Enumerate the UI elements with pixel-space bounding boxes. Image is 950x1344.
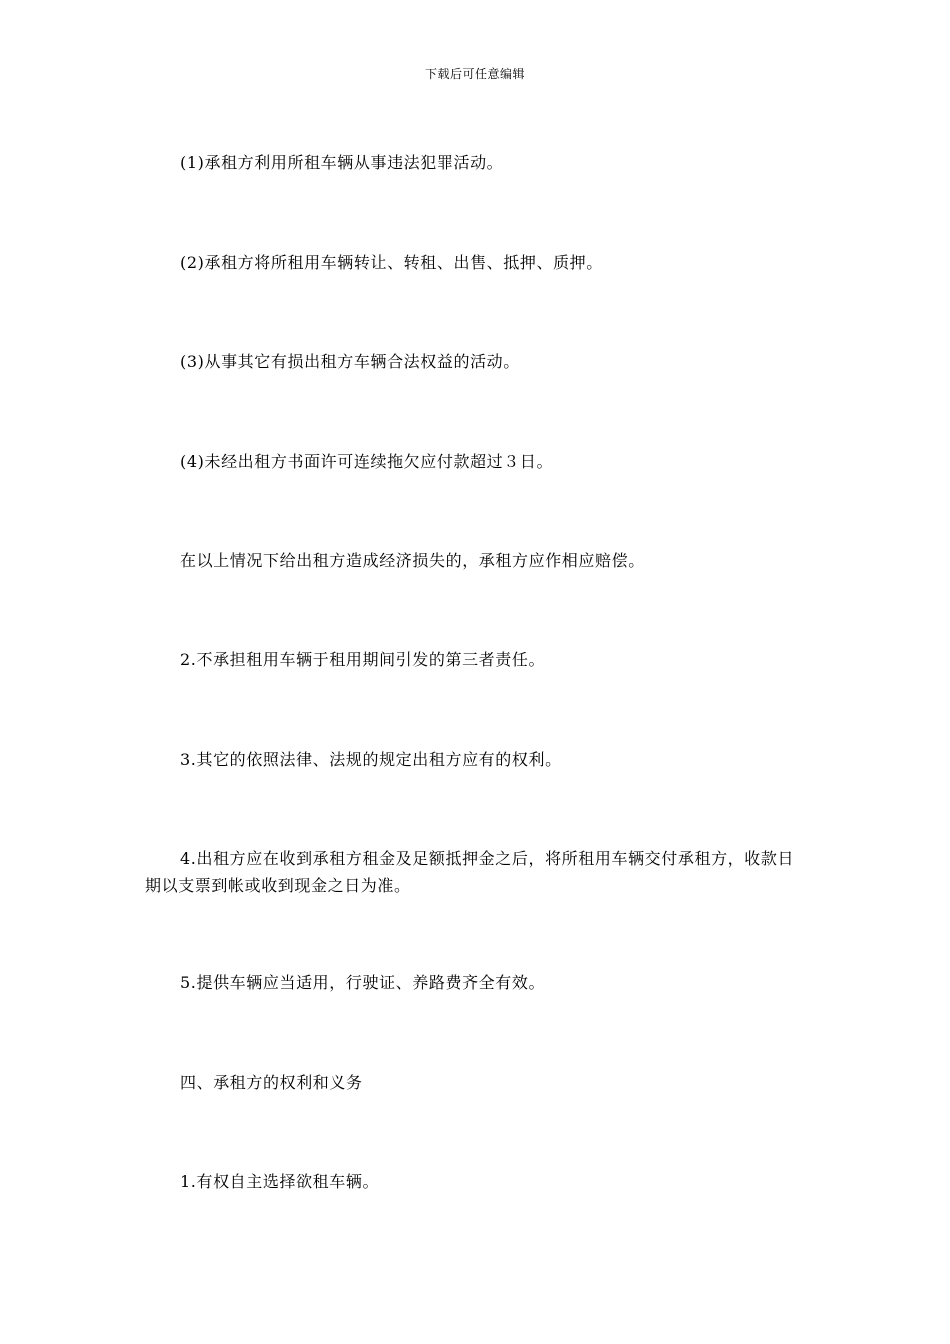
lessee-clause-1: 1.有权自主选择欲租车辆。: [180, 1172, 380, 1191]
lessor-clause-5: 5.提供车辆应当适用，行驶证、养路费齐全有效。: [180, 973, 546, 992]
page-header: 下载后可任意编辑: [424, 67, 525, 81]
clause-1-item-4: (4)未经出租方书面许可连续拖欠应付款超过３日。: [180, 452, 554, 471]
clause-1-item-2: (2)承租方将所租用车辆转让、转租、出售、抵押、质押。: [180, 253, 603, 272]
section-heading-4: 四、承租方的权利和义务: [180, 1073, 363, 1092]
compensation-paragraph: 在以上情况下给出租方造成经济损失的，承租方应作相应赔偿。: [180, 551, 645, 570]
lessor-clause-2: 2.不承担租用车辆于租用期间引发的第三者责任。: [180, 650, 546, 669]
lessor-clause-3: 3.其它的依照法律、法规的规定出租方应有的权利。: [180, 750, 562, 769]
clause-1-item-1: (1)承租方利用所租车辆从事违法犯罪活动。: [180, 153, 504, 172]
clause-1-item-3: (3)从事其它有损出租方车辆合法权益的活动。: [180, 352, 520, 371]
lessor-clause-4: 4.出租方应在收到承租方租金及足额抵押金之后，将所租用车辆交付承租方，收款日期以支票到帐或收到现金之日为准。: [145, 849, 795, 895]
